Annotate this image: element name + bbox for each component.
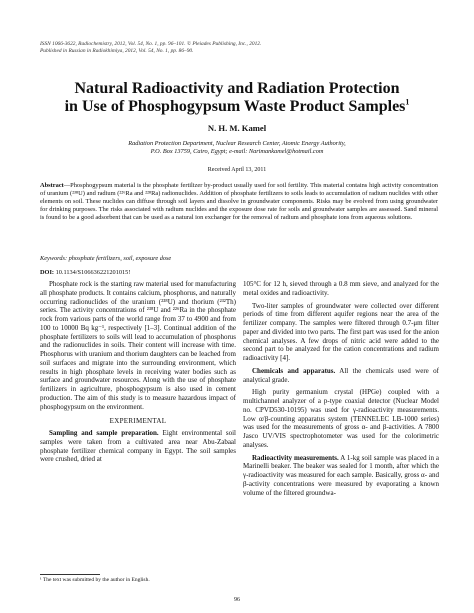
footnote: ¹ The text was submitted by the author in English. — [40, 577, 150, 583]
affiliation — [0, 140, 474, 156]
radioactivity-text: A 1-kg soil sample was placed in a Marinelli beaker. The beaker was sealed for 1 month, after which the γ-radioactivity was measured for each sample. Basically, gross α- and β-activity concentrations were measured by evaporating a known volume of the filtered groundwa- — [243, 453, 439, 497]
keywords: Keywords: phosphate fertilizers, soil, exposure dose — [40, 255, 172, 262]
doi-label: DOI: — [40, 269, 54, 276]
groundwater-paragraph: Two-liter samples of groundwater were collected over different periods of time from different aquifer regions near the area of the fertilizer company. The samples were filtered through 0.7-μm filter paper and divided into two parts. The first part was used for the anion chemical analyses. A few drops of nitric acid were added to the second part to be analyzed for the cation concentrations and radium radioactivity [4]. — [243, 301, 439, 362]
intro-paragraph: Phosphate rock is the starting raw material used for manufacturing all phosphate products. It contains calcium, phosphorus, and naturally occurring radionuclides of the uranium (²³⁸U) and thorium (²³²Th) series. The activity concentrations of ²³⁸U and ²²⁶Ra in the phosphate rock from various parts of the world range from 37 to 4900 and from 100 to 10000 Bq kg⁻¹, respectively [1–3]. Continual addition of the phosphate fertilizers to soils will lead to accumulation of phosphorus and the radionuclides in soils. Their content will increase with time. Phosphorus with uranium and thorium daughters can be leached from soil surfaces and migrate into the surrounding environment, which results in high phosphate levels in receiving water bodies such as surface and groundwater resources. Along with the use of phosphate fertilizers in agriculture, phosphogypsum is also used in cement production. The aim of this study is to measure hazardous impact of phosphogypsum on the environment. — [40, 280, 236, 411]
doi-value: 10.1134/S106636221201015! — [55, 269, 131, 276]
radioactivity-paragraph — [243, 454, 439, 498]
title-footnote-mark: 1 — [405, 97, 410, 107]
left-column — [40, 280, 236, 464]
sampling-paragraph — [40, 429, 236, 464]
chemicals-text: All the chemicals used were of analytical grade. — [243, 366, 440, 384]
affiliation-line-1: Radiation Protection Department, Nuclear Research Center, Atomic Energy Authority, — [128, 140, 346, 147]
journal-header — [40, 41, 261, 55]
footnote-divider — [40, 574, 100, 575]
drying-paragraph: 105°C for 12 h, sieved through a 0.8 mm sieve, and analyzed for the metal oxides and radioactivity. — [243, 280, 439, 297]
received-date: Received April 13, 2011 — [207, 167, 267, 173]
author-name: N. H. M. Kamel — [207, 123, 267, 133]
title-line-2: in Use of Phosphogypsum Waste Product Samples — [64, 98, 406, 115]
affiliation-line-2: P.O. Box 13759, Cairo, Egypt; e-mail: Narimankamel@hotmail.com — [150, 148, 324, 156]
abstract-label: Abstract — [40, 182, 64, 189]
right-column — [243, 280, 439, 497]
doi — [40, 269, 130, 276]
title-line-1: Natural Radioactivity and Radiation Protection — [74, 80, 400, 97]
header-line-2: Published in Russian in Radiokhimiya, 2012, Vol. 54, No. 1, pp. 86–90. — [40, 48, 194, 54]
abstract-text: —Phosphogypsum material is the phosphate fertilizer by-product usually used for soil fertility. This material contains high activity concentration of uranium (²³⁸U) and radium (²²⁶Ra and ²²⁸Ra) radionuclides. Addition of phosphate fertilizers to soils leads to accumulation of radium nuclides with other elements on soil. These nuclides can diffuse through soil layers and dissolve in groundwater components. Risks may be evolved from using groundwater for drinking purposes. The risks associated with radium nuclides and the exposure dose rate for soils and groundwater samples are assessed. Sand mineral is found to be a good adsorbent that can be used as a natural ion exchanger for the removal of radium and phosphate ions from aqueous solutions. — [40, 182, 438, 221]
header-line-1: ISSN 1066-3622, Radiochemistry, 2012, Vol. 54, No. 1, pp. 96–101. © Pleiades Publishing, Inc., 2012. — [40, 41, 262, 47]
abstract — [40, 182, 438, 222]
apparatus-paragraph: High purity germanium crystal (HPGe) coupled with a multichannel analyzer of a p-type coaxial detector (Nuclear Model no. CPVD530-10195) was used for γ-radioactivity measurements. Low α/β-counting apparatus system (TENNELEC LB-1000 series) was used for the measurements of gross α- and β-activities. A 7800 Jasco UV/VIS spectrophotometer was used for the colorimetric analyses. — [243, 388, 439, 449]
chemicals-paragraph — [243, 367, 439, 385]
chemicals-label: Chemicals and apparatus. — [252, 366, 336, 375]
sampling-label: Sampling and sample preparation. — [49, 429, 159, 437]
radioactivity-label: Radioactivity measurements. — [252, 453, 339, 462]
page-number: 96 — [234, 597, 240, 603]
sampling-text: Eight environmental soil samples were taken from a cultivated area near Abu-Zabaal phosphate fertilizer chemical company in Egypt. The soil samples were crushed, dried at — [40, 429, 236, 464]
section-heading-experimental: EXPERIMENTAL — [109, 417, 167, 426]
paper-title — [0, 80, 474, 116]
